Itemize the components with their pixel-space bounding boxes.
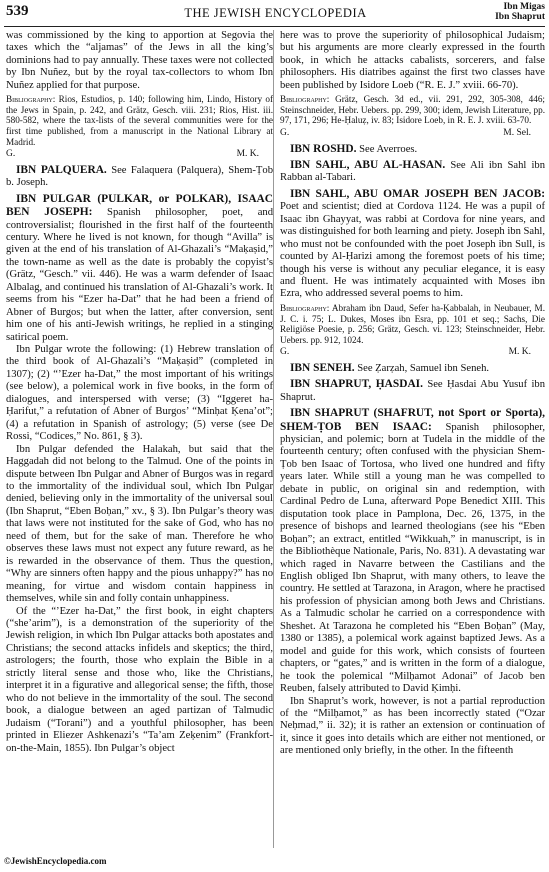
entry-text: See Ẓarẓah, Samuel ibn Seneh.	[354, 362, 490, 374]
entry-headword: IBN SENEH.	[290, 361, 355, 374]
entry-headword: IBN SHAPRUT (SHAFRUT, not Sport or Sporta), SHEM-ṬOB BEN ISAAC:	[280, 407, 545, 433]
paragraph: Ibn Pulgar wrote the following: (1) Hebrew translation of the third book of Al-Ghazali’s “Maḳaṣid” (completed in 1307); (2) “’Ezer ha-Dat,” the most important of his writings (see below), a polemical work in five books, in the form of dialogues, and interspersed with verse; (3) “Iggeret ha-Ḥarifut,” a refutation of Abner of Burgos’ “Minḥat Ḳena’ot”; (4) a refutation in Spanish of astrology; (5) verse (see De Rossi, “Codices,” No. 861, § 3).	[6, 344, 273, 443]
bibliography-text: Rios, Estudios, p. 140; following him, Lindo, History of the Jews in Spain, p. 242, and Grätz, Gesch. viii. 231; Rios, Hist. iii. 580-582, where the tax-lists of the several communities were for the first time published, from a manuscript in the National Library at Madrid.	[6, 94, 273, 147]
entry	[6, 164, 273, 190]
guide-word-bottom: Ibn Shaprut	[495, 12, 545, 22]
entry	[280, 143, 545, 156]
signature-author: M. K.	[508, 347, 531, 358]
entry-text: See Averroes.	[356, 143, 418, 155]
entry	[280, 378, 545, 404]
signature	[6, 148, 273, 160]
signature-initial: G.	[280, 347, 290, 358]
entry	[280, 159, 545, 185]
entry-headword: IBN SAHL, ABU OMAR JOSEPH BEN JACOB:	[290, 187, 545, 200]
entry-text: See Falaquera (Palquera), Shem-Ṭob b. Joseph.	[6, 164, 273, 189]
signature-author: M. K.	[236, 149, 259, 160]
bibliography-text: Grätz, Gesch. 3d ed., vii. 291, 292, 305-308, 446; Steinschneider, Hebr. Uebers. pp. 299, 300; idem, Jewish Literature, pp. 97, 171, 296; He-Ḥaluẓ, iv. 83; Isidore Loeb, in R. E. J. xviii. 63-70.	[280, 94, 545, 126]
entry-headword: IBN SHAPRUT, ḤASDAI.	[290, 378, 423, 391]
running-title: THE JEWISH ENCYCLOPEDIA	[184, 6, 367, 20]
bibliography-label: Bibliography:	[280, 302, 330, 313]
paragraph: Ibn Shaprut’s work, however, is not a partial reproduction of the “Milḥamot,” as has been incorrectly stated (“Ozar Neḥmad,” ii. 32); it is rather an extension or continuation of it, since it goes into details which are either not mentioned, or are mentioned only briefly, in the other. In the fifteenth	[280, 695, 545, 757]
entry-headword: IBN PALQUERA.	[16, 163, 107, 176]
entry-text: See Ali ibn Sahl ibn Rabban al-Tabari.	[280, 159, 545, 184]
bibliography-label: Bibliography:	[280, 94, 330, 105]
entry	[280, 362, 545, 375]
signature	[280, 346, 545, 358]
signature-author: M. Sel.	[503, 128, 531, 139]
left-column	[6, 30, 273, 755]
guide-word-top: Ibn Migas	[503, 2, 545, 12]
right-column	[280, 30, 545, 758]
signature-initial: G.	[280, 128, 290, 139]
bibliography	[280, 94, 545, 126]
entry-text: Spanish philosopher, poet, and controversialist; flourished in the first half of the fourteenth century. Where he lived is not known, for though “Avilla” is given at the end of his translation of Al-Ghazali’s “Maḳaṣid,” the town-name as well as the date is probably the copyist’s (Grätz, “Gesch.” vii. 446). He was a warm defender of Isaac Albalag, and continued his translation of Al-Ghazali’s work. It seems from his “Ezer ha-Dat” that he had been a friend of Abner of Burgos; but when the latter, after conversion, sent him one of his anti-Jewish writings, he replied in a stinging satirical poem.	[6, 207, 273, 343]
bibliography	[280, 303, 545, 345]
paragraph: was commissioned by the king to apportion at Segovia the taxes which the “aljamas” of the Jews in all the king’s dominions had to pay annually. These taxes were not collected by Ibn Nuñez, but by the royal tax-collectors to whom Ibn Nuñez applied for that purpose.	[6, 30, 273, 91]
entry	[280, 407, 545, 695]
paragraph: Ibn Pulgar defended the Halakah, but said that the Haggadah did not belong to the Talmud. One of the points in dispute between Ibn Pulgar and Abner of Burgos was in regard to the immortality of the individual soul, which Ibn Pulgar denied, believing only in the immortality of the universal soul (Ibn Shaprut, “Eben Boḥan,” xv., § 3). Ibn Pulgar’s theory was that laws were not instituted for the sake of God, who has no need of them, but for the sake of man. Therefore he who observes these laws must not expect any future reward, as he is rewarded in the observance of them. Thus the question, “Why are sinners often happy and the pious unhappy?” has no meaning, for virtue and wisdom contain happiness in themselves, while sin and folly contain unhappiness.	[6, 443, 273, 605]
header-rule	[4, 26, 545, 27]
entry-text: Spanish philosopher, physician, and polemic; born at Tudela in the middle of the fourteenth century; often confused with the physician Shem-Ṭob ben Isaac of Tortosa, who lived one hundred and fifty years later. While still a young man he was compelled to debate in public, on original sin and redemption, with Cardinal Pedro de Luna, afterward Pope Benedict XIII. This disputation took place in Pamplona, Dec. 26, 1375, in the presence of bishops and learned theologians (see his “Eben Boḥan”; an extract, entitled “Wikkuah,” in manuscript, is in the Bibliothèque Nationale, Paris, No. 831). A devastating war which raged in Navarre between the Castilians and the English obliged Ibn Shaprut, with many others, to leave the country. He settled at Tarazona, in Aragon, where he practised his profession of physician among both Jews and Christians. As a Talmudic scholar he carried on a correspondence with Sheshet. At Tarazona he completed his “Eben Boḥan” (May, 1380 or 1385), a polemical work against baptized Jews. As a model and guide for this work, which consists of fourteen chapters, or “gates,” and is written in the form of a dialogue, he took the polemical “Milḥamot Adonai” of Jacob ben Reuben, falsely attributed to David Ḳimḥi.	[280, 421, 545, 695]
entry-headword: IBN ROSHD.	[290, 142, 357, 155]
bibliography	[6, 94, 273, 147]
bibliography-text: Abraham ibn Daud, Sefer ha-Ḳabbalah, in Neubauer, M. J. C. i. 75; L. Dukes, Moses ibn Esra, pp. 101 et seq.; Sachs, Die Religiöse Poesie, p. 256; Grätz, Gesch. vi. 123; Steinschneider, Hebr. Uebers. pp. 912, 1024.	[280, 302, 545, 345]
entry	[6, 193, 273, 344]
signature	[280, 127, 545, 139]
copyright-notice: ©JewishEncyclopedia.com	[4, 856, 107, 866]
guide-words	[495, 2, 545, 22]
paragraph: here was to prove the superiority of philosophical Judaism; but his arguments are more clearly expressed in the fourth book, in which he attacks cabalists, sorcerers, and false philosophers. His diatribes against the first two classes have been published by Isidore Loeb (“R. E. J.” xviii. 66-70).	[280, 30, 545, 91]
entry-text: See Ḥasdai Abu Yusuf ibn Shaprut.	[280, 379, 545, 403]
signature-initial: G.	[6, 149, 16, 160]
page-number: 539	[6, 3, 29, 19]
paragraph: Of the “’Ezer ha-Dat,” the first book, in eight chapters (“she’arim”), is a demonstration of the superiority of the Jewish religion, in which Ibn Pulgar attacks both apostates and Christians; the second attacks infidels and skeptics; the third, astrologers; the fourth, those who explain the Bible in a strictly literal sense and those who, like the Christians, interpret it in a figurative and allegorical sense; the fifth, those who do not believe in the immortality of the soul. The second book, a dialogue between an aged partizan of Talmudic Judaism (“Torani”) and a youthful philosopher, has been printed in Eliezer Ashkenazi’s “Ta’am Zeḳenim” (Frankfort-on-the-Main, 1855). Ibn Pulgar’s object	[6, 605, 273, 754]
page-header	[6, 2, 545, 24]
bibliography-label: Bibliography:	[6, 94, 56, 105]
entry-text: Poet and scientist; died at Cordova 1124. He was a pupil of Isaac ibn Ghayyat, was rabbi at Cordova for nine years, and was distinguished for both learning and piety. Joseph ibn Sahl, who must not be confounded with the poet Joseph ibn Sull, is counted by Al-Ḥarizi among the foremost poets of his time; though his verse is without any peculiar elegance, it is easy and fluent. He was intimately acquainted with Moses ibn Ezra, who addressed several poems to him.	[280, 201, 546, 300]
entry-headword: IBN PULGAR (PULKAR, or POLKAR), ISAAC BEN JOSEPH:	[6, 192, 273, 219]
column-divider	[273, 30, 274, 848]
entry-headword: IBN SAHL, ABU AL-HASAN.	[290, 158, 446, 171]
entry	[280, 188, 545, 301]
